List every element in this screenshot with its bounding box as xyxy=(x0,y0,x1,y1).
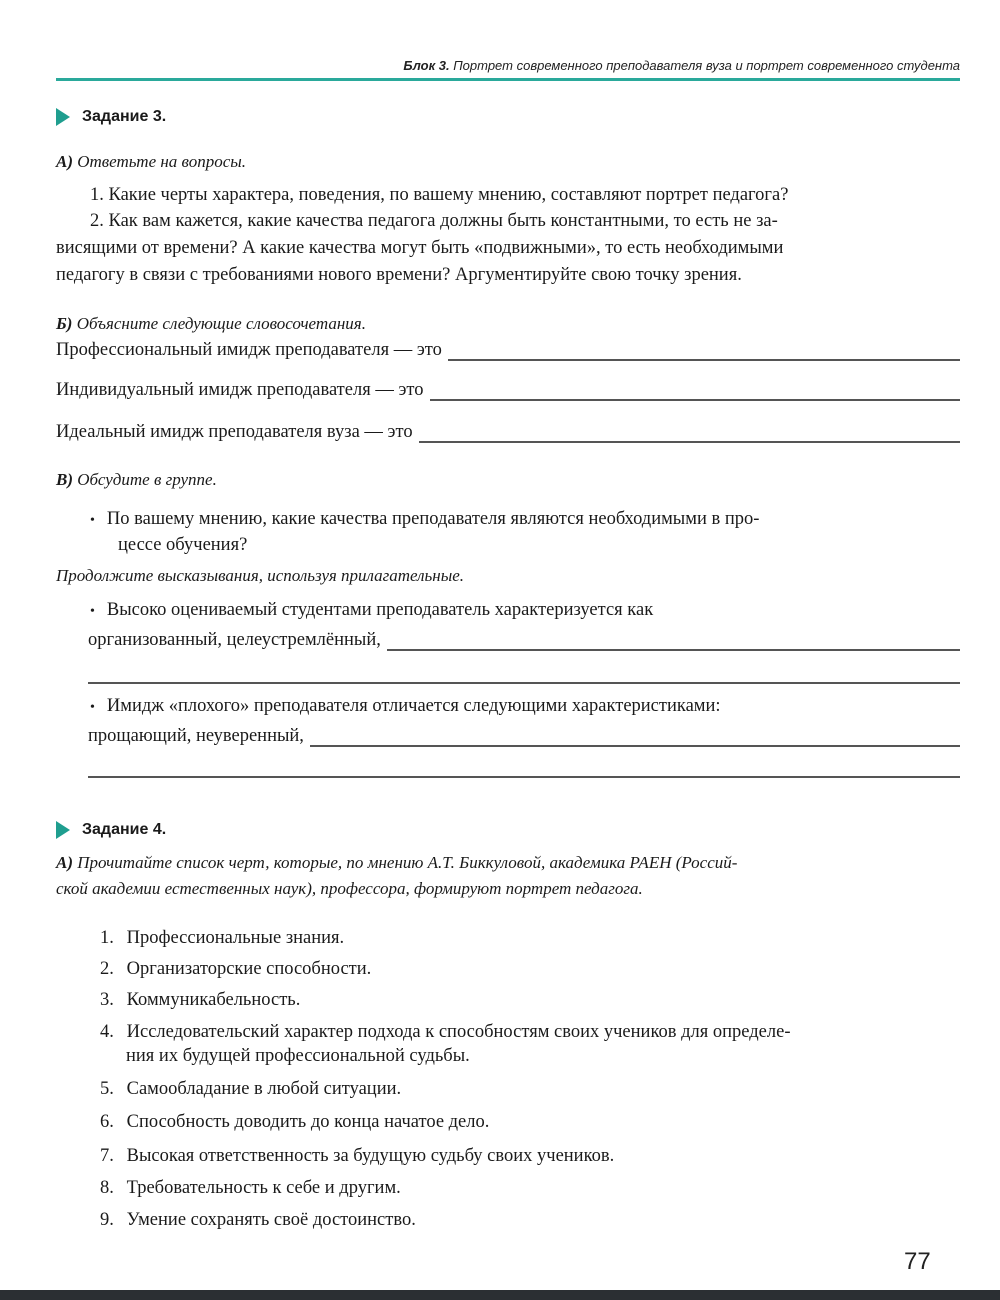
list-item xyxy=(100,1110,960,1134)
statement-2-start: прощающий, неуверенный, xyxy=(88,726,304,746)
page-number: 77 xyxy=(904,1248,931,1275)
statement-1: • Высоко оцениваемый студентами преподаватель характеризуется как xyxy=(90,597,960,625)
statement-2: • Имидж «плохого» преподавателя отличается следующими характеристиками: xyxy=(90,693,960,721)
answer-line[interactable] xyxy=(419,423,960,443)
list-item xyxy=(100,1144,960,1168)
answer-line[interactable] xyxy=(88,682,960,684)
triangle-marker-icon xyxy=(56,108,70,126)
item-text: Исследовательский характер подхода к способностям своих учеников для определе- xyxy=(126,1022,791,1042)
answer-line[interactable] xyxy=(88,776,960,778)
definition-prompt: Идеальный имидж преподавателя вуза — это xyxy=(56,422,413,442)
block-title: Портрет современного преподавателя вуза и портрет современного студента xyxy=(453,58,960,73)
item-text: Высокая ответственность за будущую судьбу своих учеников. xyxy=(126,1146,615,1166)
definition-prompt: Профессиональный имидж преподавателя — это xyxy=(56,340,442,360)
task-4-heading xyxy=(56,821,166,839)
statement-2-answer xyxy=(88,726,960,747)
triangle-marker-icon xyxy=(56,821,70,839)
instruction-text: Объясните следующие словосочетания. xyxy=(76,314,366,333)
section-label: Б) xyxy=(56,314,73,333)
list-item xyxy=(100,1077,960,1101)
task-4a-instruction-line-2: ской академии естественных наук), профессора, формируют портрет педагога. xyxy=(56,879,643,898)
definition-row xyxy=(56,380,960,401)
answer-line[interactable] xyxy=(310,727,960,747)
task-4-title: Задание 4. xyxy=(82,821,167,838)
item-number: 2. xyxy=(100,959,114,979)
item-number: 1. xyxy=(100,928,114,948)
list-item xyxy=(100,926,960,950)
task-4a-instruction-line-1 xyxy=(56,853,737,873)
discussion-bullet-cont: цессе обучения? xyxy=(118,535,248,555)
header-rule xyxy=(56,78,960,81)
item-text: Требовательность к себе и другим. xyxy=(126,1178,401,1198)
list-item xyxy=(100,1208,960,1232)
block-label: Блок 3. xyxy=(403,58,450,73)
section-label: А) xyxy=(56,853,73,872)
instruction-text: Ответьте на вопросы. xyxy=(77,152,247,171)
task-3-title: Задание 3. xyxy=(82,108,167,125)
list-item xyxy=(100,988,960,1012)
item-number: 3. xyxy=(100,990,114,1010)
task-3-heading xyxy=(56,108,166,126)
item-number: 4. xyxy=(100,1022,114,1042)
discussion-bullet: • По вашему мнению, какие качества преподавателя являются необходимыми в про- xyxy=(90,506,960,534)
definition-prompt: Индивидуальный имидж преподавателя — это xyxy=(56,380,424,400)
list-item-cont: ния их будущей профессиональной судьбы. xyxy=(126,1046,470,1066)
item-text: Профессиональные знания. xyxy=(126,928,345,948)
task-3b-instruction xyxy=(56,314,366,334)
answer-line[interactable] xyxy=(448,341,960,361)
section-label: А) xyxy=(56,152,73,171)
question-2-line-3: педагогу в связи с требованиями нового времени? Аргументируйте свою точку зрения. xyxy=(56,265,742,285)
list-item xyxy=(100,1176,960,1200)
question-2-line-1: 2. Как вам кажется, какие качества педагога должны быть константными, то есть не за- xyxy=(90,211,778,231)
item-number: 8. xyxy=(100,1178,114,1198)
item-text: Умение сохранять своё достоинство. xyxy=(126,1210,416,1230)
item-text: Способность доводить до конца начатое дело. xyxy=(126,1112,490,1132)
task-3v-instruction xyxy=(56,470,217,490)
definition-row xyxy=(56,340,960,361)
definition-row xyxy=(56,422,960,443)
list-item xyxy=(100,1020,960,1044)
item-number: 6. xyxy=(100,1112,114,1132)
item-text: Организаторские способности. xyxy=(126,959,372,979)
question-2-line-2: висящими от времени? А какие качества могут быть «подвижными», то есть необходимыми xyxy=(56,238,784,258)
instruction-text: Обсудите в группе. xyxy=(77,470,217,489)
answer-line[interactable] xyxy=(387,631,960,651)
running-header xyxy=(56,58,960,73)
question-1: 1. Какие черты характера, поведения, по вашему мнению, составляют портрет педагога? xyxy=(90,185,789,205)
statement-1-answer xyxy=(88,630,960,651)
instruction-text: Прочитайте список черт, которые, по мнению А.Т. Биккуловой, академика РАЕН (Россий- xyxy=(77,853,738,872)
statement-1-start: организованный, целеустремлённый, xyxy=(88,630,381,650)
item-number: 9. xyxy=(100,1210,114,1230)
task-3a-instruction xyxy=(56,152,246,172)
answer-line[interactable] xyxy=(430,381,961,401)
item-text: Коммуникабельность. xyxy=(126,990,301,1010)
section-label: В) xyxy=(56,470,73,489)
list-item xyxy=(100,957,960,981)
item-number: 5. xyxy=(100,1079,114,1099)
item-text: Самообладание в любой ситуации. xyxy=(126,1079,402,1099)
viewer-bottom-bar xyxy=(0,1290,1000,1300)
continue-instruction: Продолжите высказывания, используя прилагательные. xyxy=(56,566,465,585)
item-number: 7. xyxy=(100,1146,114,1166)
